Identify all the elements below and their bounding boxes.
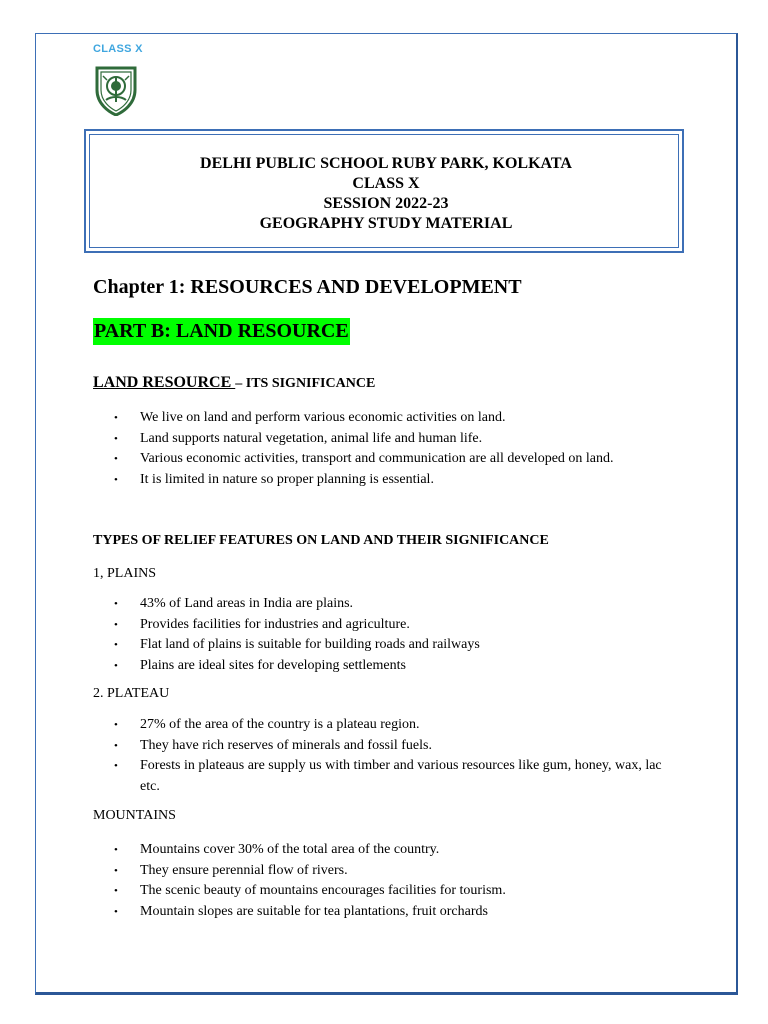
bullet-icon: • <box>114 639 118 651</box>
list-item: • The scenic beauty of mountains encourages facilities for tourism. <box>112 881 672 902</box>
bullet-icon: • <box>114 905 118 918</box>
mountains-list <box>112 840 672 922</box>
bullet-icon: • <box>114 760 118 772</box>
material-title: GEOGRAPHY STUDY MATERIAL <box>259 215 513 232</box>
header-box <box>84 129 684 253</box>
list-item: • Land supports natural vegetation, animal life and human life. <box>112 429 672 450</box>
bullet-icon: • <box>114 473 118 486</box>
plains-heading: 1, PLAINS <box>93 566 157 581</box>
part-title: PART B: LAND RESOURCE <box>93 318 350 345</box>
bullet-icon: • <box>114 739 118 752</box>
land-resource-heading-suffix: – ITS SIGNIFICANCE <box>235 376 376 391</box>
land-resource-heading <box>93 374 375 392</box>
list-item: • Mountain slopes are suitable for tea plantations, fruit orchards <box>112 902 672 923</box>
bullet-icon: • <box>114 453 118 465</box>
bullet-icon: • <box>114 618 118 631</box>
land-significance-list <box>112 408 672 490</box>
bullet-icon: • <box>114 598 118 610</box>
list-item: • Provides facilities for industries and agriculture. <box>112 615 672 636</box>
list-item: • They have rich reserves of minerals and fossil fuels. <box>112 736 672 757</box>
list-item: • We live on land and perform various economic activities on land. <box>112 408 672 429</box>
school-name: DELHI PUBLIC SCHOOL RUBY PARK, KOLKATA <box>200 155 572 172</box>
bullet-icon: • <box>114 864 118 877</box>
list-item: • 43% of Land areas in India are plains. <box>112 594 672 615</box>
list-item: • 27% of the area of the country is a plateau region. <box>112 715 672 736</box>
class-title: CLASS X <box>352 175 420 192</box>
chapter-title: Chapter 1: RESOURCES AND DEVELOPMENT <box>93 276 522 298</box>
list-item: • They ensure perennial flow of rivers. <box>112 861 672 882</box>
mountains-heading: MOUNTAINS <box>93 808 176 823</box>
bullet-icon: • <box>114 659 118 672</box>
bullet-icon: • <box>114 885 118 897</box>
list-item: • It is limited in nature so proper planning is essential. <box>112 470 672 491</box>
list-item: • Forests in plateaus are supply us with timber and various resources like gum, honey, wax, lac etc. <box>114 758 662 794</box>
bullet-icon: • <box>114 412 118 424</box>
plateau-list <box>112 715 672 797</box>
list-item: • Various economic activities, transport and communication are all developed on land. <box>112 449 672 470</box>
bullet-icon: • <box>114 432 118 445</box>
bullet-icon: • <box>114 719 118 731</box>
list-item: • Mountains cover 30% of the total area of the country. <box>112 840 672 861</box>
school-crest-logo <box>93 62 139 116</box>
session-title: SESSION 2022-23 <box>323 195 449 212</box>
list-item: • Flat land of plains is suitable for building roads and railways <box>112 635 672 656</box>
relief-features-heading: TYPES OF RELIEF FEATURES ON LAND AND THEIR SIGNIFICANCE <box>93 533 549 548</box>
list-item: • Plains are ideal sites for developing settlements <box>112 656 672 677</box>
bullet-icon: • <box>114 844 118 856</box>
class-label: CLASS X <box>93 43 143 55</box>
plains-list <box>112 594 672 676</box>
land-resource-heading-main: LAND RESOURCE <box>93 374 236 391</box>
plateau-heading: 2. PLATEAU <box>93 686 170 701</box>
